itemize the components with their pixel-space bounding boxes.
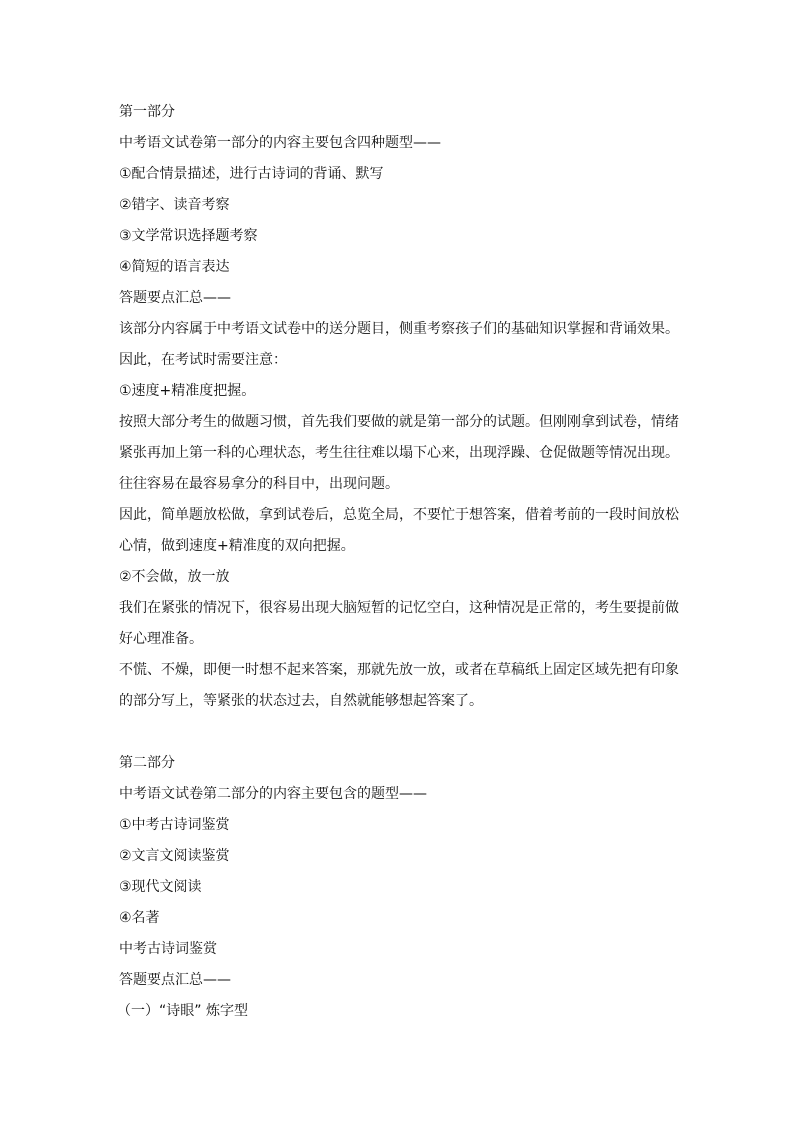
part1-paragraph-line: 紧张再加上第一科的心理状态，考生往往难以塌下心来，出现浮躁、仓促做题等情况出现。 — [119, 445, 679, 461]
part1-type-4: ④简短的语言表达 — [119, 259, 230, 275]
part1-paragraph-line: 因此，在考试时需要注意： — [119, 352, 287, 368]
part1-paragraph-line: 往往容易在最容易拿分的科目中，出现问题。 — [119, 476, 399, 492]
part1-paragraph-line: 该部分内容属于中考语文试卷中的送分题目，侧重考察孩子们的基础知识掌握和背诵效果。 — [119, 321, 679, 337]
part1-paragraph-line: 不慌、不燥，即便一时想不起来答案，那就先放一放，或者在草稿纸上固定区域先把有印象 — [119, 662, 679, 678]
part1-paragraph-line: ②不会做，放一放 — [119, 569, 230, 585]
part2-type-3: ③现代文阅读 — [119, 879, 202, 895]
part1-paragraph-line: ①速度+精准度把握。 — [119, 383, 256, 399]
part1-paragraph-line: 我们在紧张的情况下，很容易出现大脑短暂的记忆空白，这种情况是正常的，考生要提前做 — [119, 600, 679, 616]
part1-paragraph-line: 心情，做到速度+精准度的双向把握。 — [119, 538, 355, 554]
part2-intro: 中考语文试卷第二部分的内容主要包含的题型—— — [119, 786, 427, 802]
part2-type-4: ④名著 — [119, 910, 160, 926]
part2-heading: 第二部分 — [119, 755, 175, 771]
document-page — [119, 97, 689, 1027]
section-spacer — [119, 717, 689, 748]
part1-paragraph-line: 按照大部分考生的做题习惯，首先我们要做的就是第一部分的试题。但刚刚拿到试卷，情绪 — [119, 414, 679, 430]
part1-type-3: ③文学常识选择题考察 — [119, 228, 258, 244]
part1-summary-heading: 答题要点汇总—— — [119, 290, 231, 306]
part1-heading: 第一部分 — [119, 104, 175, 120]
part2-item-1: （一）“诗眼” 炼字型 — [117, 1003, 248, 1019]
part1-paragraph-line: 因此，简单题放松做，拿到试卷后，总览全局，不要忙于想答案，借着考前的一段时间放松 — [119, 507, 679, 523]
part2-subheading: 中考古诗词鉴赏 — [119, 941, 217, 957]
part1-intro: 中考语文试卷第一部分的内容主要包含四种题型—— — [119, 135, 441, 151]
part1-type-2: ②错字、读音考察 — [119, 197, 230, 213]
part1-type-1: ①配合情景描述，进行古诗词的背诵、默写 — [119, 166, 384, 182]
part2-summary-heading: 答题要点汇总—— — [119, 972, 231, 988]
part1-paragraph-line: 好心理准备。 — [119, 631, 203, 647]
part2-type-1: ①中考古诗词鉴赏 — [119, 817, 230, 833]
part1-paragraph-line: 的部分写上，等紧张的状态过去，自然就能够想起答案了。 — [119, 693, 483, 709]
part2-type-2: ②文言文阅读鉴赏 — [119, 848, 230, 864]
